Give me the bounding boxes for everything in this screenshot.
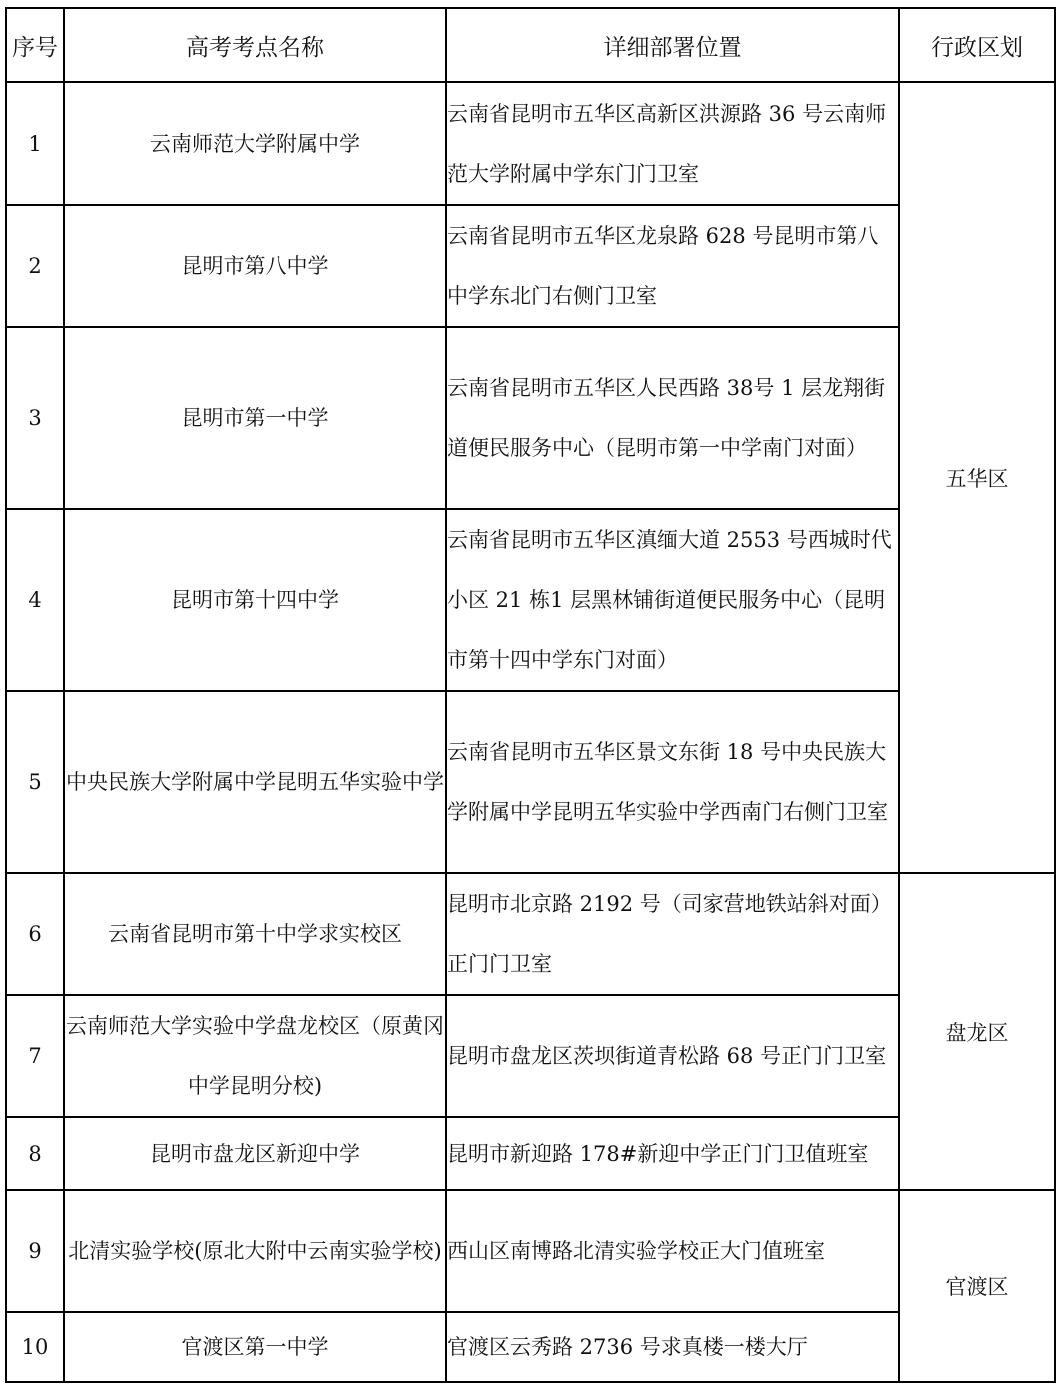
table-row	[6, 873, 1055, 995]
header-site-name: 高考考点名称	[64, 8, 446, 82]
site-location: 西山区南博路北清实验学校正大门值班室	[446, 1190, 899, 1312]
site-name: 昆明市第一中学	[64, 327, 446, 509]
site-location: 昆明市北京路 2192 号（司家营地铁站斜对面）正门门卫室	[446, 873, 899, 995]
row-index: 2	[6, 205, 64, 327]
row-index: 9	[6, 1190, 64, 1312]
district-cell: 五华区	[899, 82, 1055, 873]
site-name: 昆明市第八中学	[64, 205, 446, 327]
district-cell: 盘龙区	[899, 873, 1055, 1190]
table-row	[6, 1190, 1055, 1312]
exam-sites-table	[5, 7, 1056, 1383]
table-row	[6, 82, 1055, 205]
site-name: 云南师范大学实验中学盘龙校区（原黄冈中学昆明分校)	[64, 995, 446, 1117]
site-name: 云南省昆明市第十中学求实校区	[64, 873, 446, 995]
site-location: 昆明市新迎路 178#新迎中学正门门卫值班室	[446, 1117, 899, 1190]
site-name: 中央民族大学附属中学昆明五华实验中学	[64, 691, 446, 873]
row-index: 6	[6, 873, 64, 995]
site-name: 云南师范大学附属中学	[64, 82, 446, 205]
row-index: 4	[6, 509, 64, 691]
site-location: 昆明市盘龙区茨坝街道青松路 68 号正门门卫室	[446, 995, 899, 1117]
site-location: 云南省昆明市五华区景文东街 18 号中央民族大学附属中学昆明五华实验中学西南门右侧门卫室	[446, 691, 899, 873]
row-index: 1	[6, 82, 64, 205]
site-location: 云南省昆明市五华区人民西路 38号 1 层龙翔街道便民服务中心（昆明市第一中学南门对面）	[446, 327, 899, 509]
row-index: 3	[6, 327, 64, 509]
row-index: 8	[6, 1117, 64, 1190]
table-row	[6, 205, 1055, 327]
site-name: 昆明市第十四中学	[64, 509, 446, 691]
row-index: 5	[6, 691, 64, 873]
site-location: 官渡区云秀路 2736 号求真楼一楼大厅	[446, 1312, 899, 1382]
district-cell: 官渡区	[899, 1190, 1055, 1382]
header-location: 详细部署位置	[446, 8, 899, 82]
site-name: 官渡区第一中学	[64, 1312, 446, 1382]
row-index: 10	[6, 1312, 64, 1382]
site-name: 昆明市盘龙区新迎中学	[64, 1117, 446, 1190]
header-row	[6, 8, 1055, 82]
header-district: 行政区划	[899, 8, 1055, 82]
site-location: 云南省昆明市五华区龙泉路 628 号昆明市第八中学东北门右侧门卫室	[446, 205, 899, 327]
table-row	[6, 1312, 1055, 1382]
header-index: 序号	[6, 8, 64, 82]
table-row	[6, 995, 1055, 1117]
table-row	[6, 327, 1055, 509]
site-name: 北清实验学校(原北大附中云南实验学校)	[64, 1190, 446, 1312]
row-index: 7	[6, 995, 64, 1117]
table-row	[6, 691, 1055, 873]
table-row	[6, 1117, 1055, 1190]
site-location: 云南省昆明市五华区滇缅大道 2553 号西城时代小区 21 栋1 层黑林铺街道便民服务中心（昆明市第十四中学东门对面）	[446, 509, 899, 691]
site-location: 云南省昆明市五华区高新区洪源路 36 号云南师范大学附属中学东门门卫室	[446, 82, 899, 205]
table-row	[6, 509, 1055, 691]
